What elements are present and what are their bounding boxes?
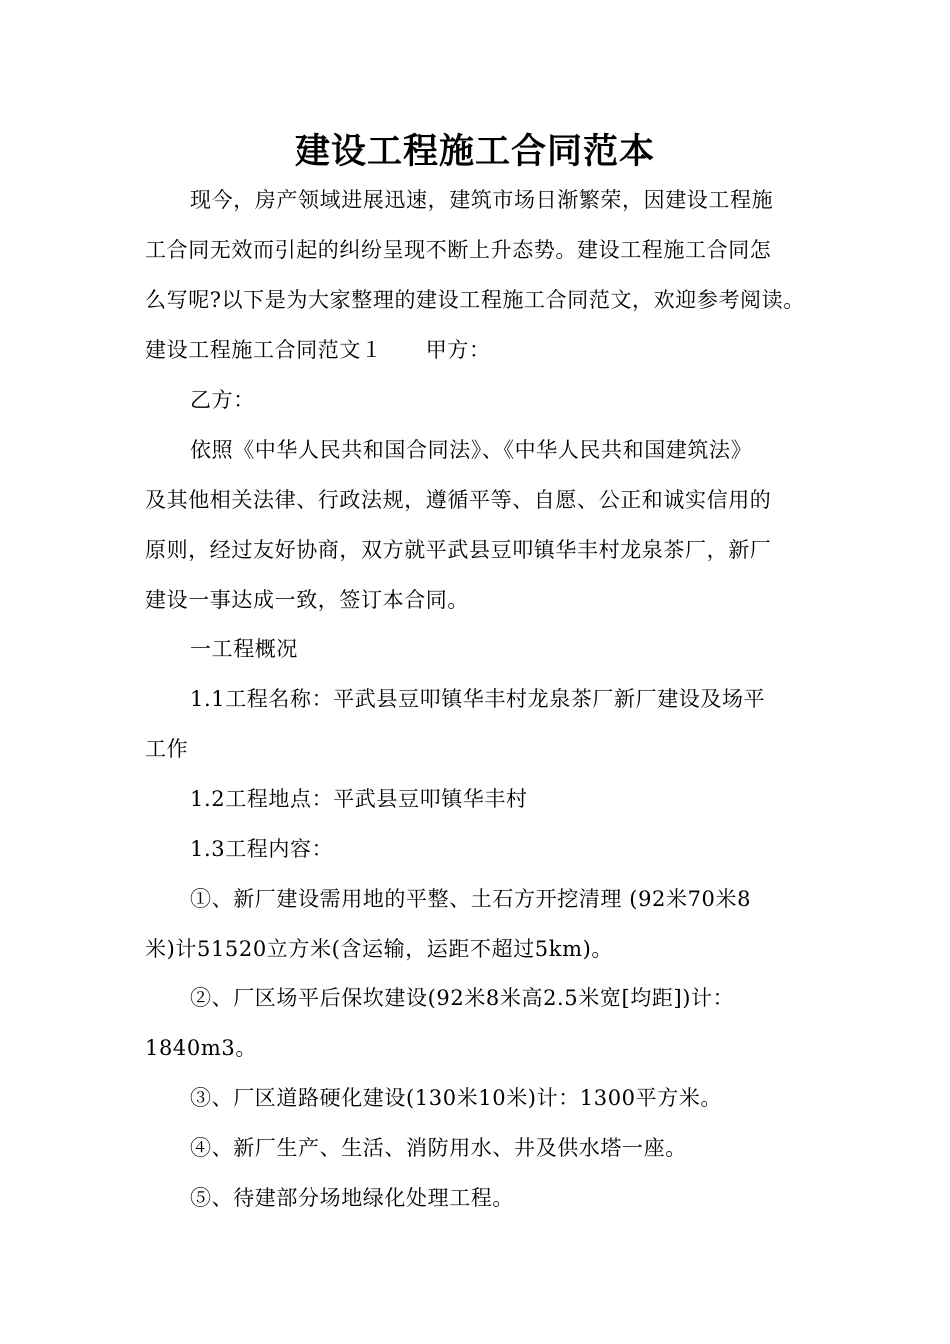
- paragraph-line: 建设工程施工合同范文１ 甲方：: [145, 338, 491, 362]
- paragraph-line: ③、厂区道路硬化建设(130米10米)计：1300平方米。: [190, 1086, 723, 1110]
- paragraph-line: ①、新厂建设需用地的平整、土石方开挖清理 (92米70米8: [190, 887, 752, 911]
- paragraph-line: 1.1工程名称：平武县豆叩镇华丰村龙泉茶厂新厂建设及场平: [190, 687, 766, 711]
- paragraph-line: 现今，房产领域进展迅速，建筑市场日渐繁荣，因建设工程施: [190, 188, 774, 212]
- paragraph-line: 原则，经过友好协商，双方就平武县豆叩镇华丰村龙泉茶厂，新厂: [145, 538, 772, 562]
- paragraph-line: 工合同无效而引起的纠纷呈现不断上升态势。建设工程施工合同怎: [145, 238, 772, 262]
- paragraph-line: 么写呢?以下是为大家整理的建设工程施工合同范文，欢迎参考阅读。: [145, 288, 805, 312]
- document-title: 建设工程施工合同范本: [294, 131, 655, 172]
- section-heading: 一工程概况: [190, 637, 298, 661]
- paragraph-line: 1840m3。: [145, 1036, 257, 1060]
- paragraph-line: 建设一事达成一致，签订本合同。: [145, 588, 469, 612]
- paragraph-line: ⑤、待建部分场地绿化处理工程。: [190, 1186, 514, 1210]
- paragraph-line: 依照《中华人民共和国合同法》、《中华人民共和国建筑法》: [190, 438, 753, 462]
- paragraph-line: 乙方：: [190, 388, 255, 412]
- paragraph-line: 工作: [145, 737, 189, 761]
- paragraph-line: ④、新厂生产、生活、消防用水、井及供水塔一座。: [190, 1136, 687, 1160]
- paragraph-line: 及其他相关法律、行政法规，遵循平等、自愿、公正和诚实信用的: [145, 488, 772, 512]
- paragraph-line: 1.3工程内容：: [190, 837, 334, 861]
- paragraph-line: 1.2工程地点：平武县豆叩镇华丰村: [190, 787, 528, 811]
- paragraph-line: ②、厂区场平后保坎建设(92米8米高2.5米宽[均距])计：: [190, 986, 735, 1010]
- paragraph-line: 米)计51520立方米(含运输，运距不超过5km)。: [145, 937, 613, 961]
